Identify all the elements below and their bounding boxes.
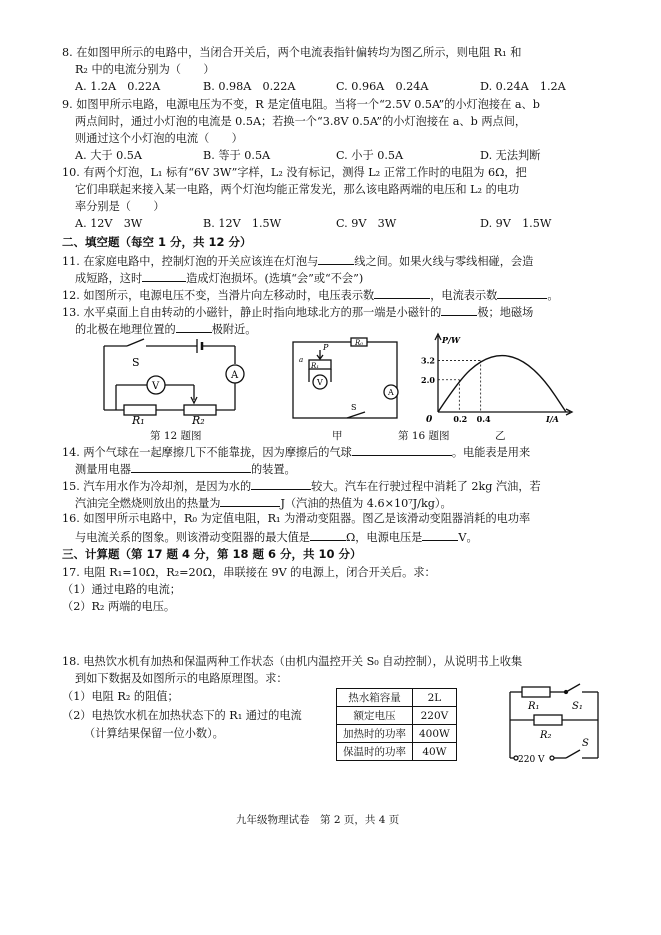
q13-line2 bbox=[75, 321, 256, 337]
q13-blank-1[interactable] bbox=[441, 304, 477, 316]
spec-label-capacity: 热水箱容量 bbox=[337, 689, 413, 707]
spec-value-capacity: 2L bbox=[413, 689, 457, 707]
q14-text-a: 14. 两个气球在一起摩擦几下不能靠拢，因为摩擦后的气球 bbox=[62, 446, 352, 459]
q16-circuit-diagram bbox=[287, 336, 405, 426]
table-row bbox=[337, 743, 457, 761]
q10-option-b: B. 12V 1.5W bbox=[203, 217, 282, 230]
q8-stem-line2: R₂ 中的电流分别为（ ） bbox=[75, 63, 215, 76]
q18-stem-line1: 18. 电热饮水机有加热和保温两种工作状态（由机内温控开关 S₀ 自动控制），从说明书上收集 bbox=[62, 655, 523, 668]
q16-ammeter-label: A bbox=[388, 388, 394, 397]
spec-label-voltage: 额定电压 bbox=[337, 707, 413, 725]
q15-text-b: 较大。汽车在行驶过程中消耗了 2kg 汽油，若 bbox=[311, 480, 541, 493]
graph-y-tick-3-2: 3.2 bbox=[421, 355, 435, 366]
q16-text-c: Ω，电源电压是 bbox=[345, 531, 423, 544]
q12-blank-2[interactable] bbox=[497, 287, 547, 299]
q17-stem: 17. 电阻 R₁=10Ω，R₂=20Ω，串联接在 9V 的电源上，闭合开关后。求： bbox=[62, 566, 436, 579]
spec-label-heating-power: 加热时的功率 bbox=[337, 725, 413, 743]
q15-text-d: J（汽油的热值为 4.6×10⁷J/kg）。 bbox=[280, 497, 452, 510]
q10-option-a: A. 12V 3W bbox=[75, 217, 143, 230]
q10-stem-line1: 10. 有两个灯泡，L₁ 标有“6V 3W”字样，L₂ 没有标记，测得 L₂ 正常工作时的电阻为 6Ω，把 bbox=[62, 166, 527, 179]
graph-x-tick-0-4: 0.4 bbox=[476, 414, 491, 424]
q14-text-b: 。电能表是用来 bbox=[451, 446, 531, 459]
q18-s-label: S bbox=[582, 738, 589, 749]
q13-blank-2[interactable] bbox=[176, 321, 212, 333]
q12-line bbox=[62, 287, 559, 303]
q12-text-c: 。 bbox=[547, 289, 559, 302]
q10-stem-line2: 它们串联起来接入某一电路，两个灯泡均能正常发光，那么该电路两端的电压和 L₂ 的电功 bbox=[75, 183, 520, 196]
q15-line2 bbox=[75, 495, 452, 511]
q9-stem-line2: 两点间时，通过小灯泡的电流是 0.5A；若换一个“3.8V 0.5A”的小灯泡接在 a、b 两点间， bbox=[75, 115, 527, 128]
q9-option-d: D. 无法判断 bbox=[480, 149, 541, 162]
q12-r1-label: R₁ bbox=[132, 414, 145, 426]
q18-circuit-diagram bbox=[500, 682, 610, 768]
q11-blank-1[interactable] bbox=[318, 253, 354, 265]
q10-option-c: C. 9V 3W bbox=[336, 217, 397, 230]
q18-part-2-note: （计算结果保留一位小数）。 bbox=[84, 727, 224, 740]
q16-text-d: V。 bbox=[458, 531, 478, 544]
q11-text-a: 11. 在家庭电路中，控制灯泡的开关应该连在灯泡与 bbox=[62, 255, 319, 268]
fig16-caption: 第 16 题图 bbox=[398, 430, 450, 442]
q18-stem-line2: 到如下数据及如图所示的电路原理图。求： bbox=[75, 672, 288, 685]
q14-line1 bbox=[62, 444, 530, 460]
q12-blank-1[interactable] bbox=[374, 287, 430, 299]
q16-switch-label: S bbox=[351, 403, 357, 412]
q18-voltage-label: 220 V bbox=[518, 755, 545, 765]
q18-s1-label: S₁ bbox=[572, 701, 583, 712]
q16-blank-2[interactable] bbox=[422, 529, 458, 541]
q9-option-a: A. 大于 0.5A bbox=[75, 149, 142, 162]
spec-value-keepwarm-power: 40W bbox=[413, 743, 457, 761]
q13-text-d: 极附近。 bbox=[211, 323, 257, 336]
q14-text-d: 的装置。 bbox=[250, 463, 296, 476]
q12-voltmeter-label: V bbox=[152, 381, 160, 392]
table-row bbox=[337, 725, 457, 743]
q10-stem-line3: 率分别是（ ） bbox=[75, 200, 165, 213]
q16-text-b: 与电流关系的图象。则该滑动变阻器的最大值是 bbox=[75, 531, 310, 544]
page-footer: 九年级物理试卷 第 2 页，共 4 页 bbox=[236, 814, 400, 826]
q17-part-1: （1）通过电路的电流； bbox=[62, 583, 181, 596]
q17-part-2: （2）R₂ 两端的电压。 bbox=[62, 600, 176, 613]
q16-slider-p-label: P bbox=[323, 343, 329, 352]
graph-power-curve bbox=[438, 356, 566, 412]
q8-option-c: C. 0.96A 0.24A bbox=[336, 80, 429, 93]
q16-voltmeter-label: V bbox=[317, 378, 323, 387]
graph-x-axis-label: I/A bbox=[546, 414, 559, 424]
q13-text-c: 的北极在地理位置的 bbox=[75, 323, 176, 336]
q8-option-d: D. 0.24A 1.2A bbox=[480, 80, 566, 93]
q15-text-c: 汽油完全燃烧则放出的热量为 bbox=[75, 497, 221, 510]
q12-switch-label: S bbox=[132, 356, 140, 369]
table-row bbox=[337, 707, 457, 725]
fig12-caption: 第 12 题图 bbox=[150, 430, 202, 442]
q16-blank-1[interactable] bbox=[310, 529, 346, 541]
q11-line2 bbox=[75, 270, 363, 286]
q15-blank-1[interactable] bbox=[251, 478, 311, 490]
q18-part-1: （1）电阻 R₂ 的阻值； bbox=[62, 690, 179, 703]
spec-label-keepwarm-power: 保温时的功率 bbox=[337, 743, 413, 761]
q14-blank-2[interactable] bbox=[131, 461, 251, 473]
graph-origin-label: 0 bbox=[426, 415, 433, 424]
q8-option-b: B. 0.98A 0.22A bbox=[203, 80, 296, 93]
q9-stem-line3: 则通过这个小灯泡的电流（ ） bbox=[75, 132, 243, 145]
fig16-yi-caption: 乙 bbox=[495, 430, 506, 442]
q16-point-a-label: a bbox=[299, 356, 304, 364]
spec-value-heating-power: 400W bbox=[413, 725, 457, 743]
q18-r1-label: R₁ bbox=[528, 701, 540, 712]
graph-y-tick-2-0: 2.0 bbox=[421, 374, 435, 385]
q15-blank-2[interactable] bbox=[220, 495, 280, 507]
q8-option-a: A. 1.2A 0.22A bbox=[75, 80, 161, 93]
table-row bbox=[337, 689, 457, 707]
graph-y-axis-label: P/W bbox=[442, 335, 460, 345]
q13-text-b: 极；地磁场 bbox=[477, 306, 534, 319]
q12-text-a: 12. 如图所示，电源电压不变，当滑片向左移动时，电压表示数 bbox=[62, 289, 375, 302]
q16-line2 bbox=[75, 529, 478, 545]
q9-option-c: C. 小于 0.5A bbox=[336, 149, 404, 162]
q13-text-a: 13. 水平桌面上自由转动的小磁针，静止时指向地球北方的那一端是小磁针的 bbox=[62, 306, 442, 319]
q18-spec-table bbox=[336, 688, 457, 761]
section-3-heading: 三、计算题（第 17 题 4 分，第 18 题 6 分，共 10 分） bbox=[62, 547, 362, 561]
q14-blank-1[interactable] bbox=[352, 444, 452, 456]
q12-text-b: ，电流表示数 bbox=[430, 289, 498, 302]
q16-r1-label: R₁ bbox=[311, 362, 320, 370]
graph-x-tick-0-2: 0.2 bbox=[453, 414, 468, 424]
q9-option-b: B. 等于 0.5A bbox=[203, 149, 271, 162]
q18-r2-label: R₂ bbox=[540, 730, 552, 741]
q10-option-d: D. 9V 1.5W bbox=[480, 217, 552, 230]
fig16-jia-caption: 甲 bbox=[332, 430, 343, 442]
q16-r0-label: R₀ bbox=[355, 339, 364, 347]
q11-text-c: 成短路，这时 bbox=[75, 272, 143, 285]
q13-line1 bbox=[62, 304, 533, 320]
spec-value-voltage: 220V bbox=[413, 707, 457, 725]
q14-text-c: 测量用电器 bbox=[75, 463, 131, 476]
q12-ammeter-label: A bbox=[231, 370, 239, 381]
q18-part-2: （2）电热饮水机在加热状态下的 R₁ 通过的电流 bbox=[62, 709, 302, 722]
q14-line2 bbox=[75, 461, 296, 477]
q11-text-d: 造成灯泡损坏。(选填“会”或“不会”) bbox=[186, 272, 364, 285]
q11-blank-2[interactable] bbox=[142, 270, 186, 282]
q15-line1 bbox=[62, 478, 541, 494]
section-2-heading: 二、填空题（每空 1 分，共 12 分） bbox=[62, 235, 252, 249]
q15-text-a: 15. 汽车用水作为冷却剂，是因为水的 bbox=[62, 480, 252, 493]
q16-power-current-graph bbox=[420, 332, 580, 424]
q12-r2-label: R₂ bbox=[192, 414, 205, 426]
q12-circuit-diagram bbox=[92, 336, 252, 426]
q16-line1: 16. 如图甲所示电路中，R₀ 为定值电阻，R₁ 为滑动变阻器。图乙是该滑动变阻器消耗的电功率 bbox=[62, 512, 531, 525]
q11-text-b: 线之间。如果火线与零线相碰，会造 bbox=[354, 255, 534, 268]
q8-stem-line1: 8. 在如图甲所示的电路中，当闭合开关后，两个电流表指针偏转均为图乙所示，则电阻 R₁ 和 bbox=[62, 46, 522, 59]
q9-stem-line1: 9. 如图甲所示电路，电源电压为不变，R 是定值电阻。当将一个“2.5V 0.5A”的小灯泡接在 a、b bbox=[62, 98, 540, 111]
q11-line1 bbox=[62, 253, 533, 269]
